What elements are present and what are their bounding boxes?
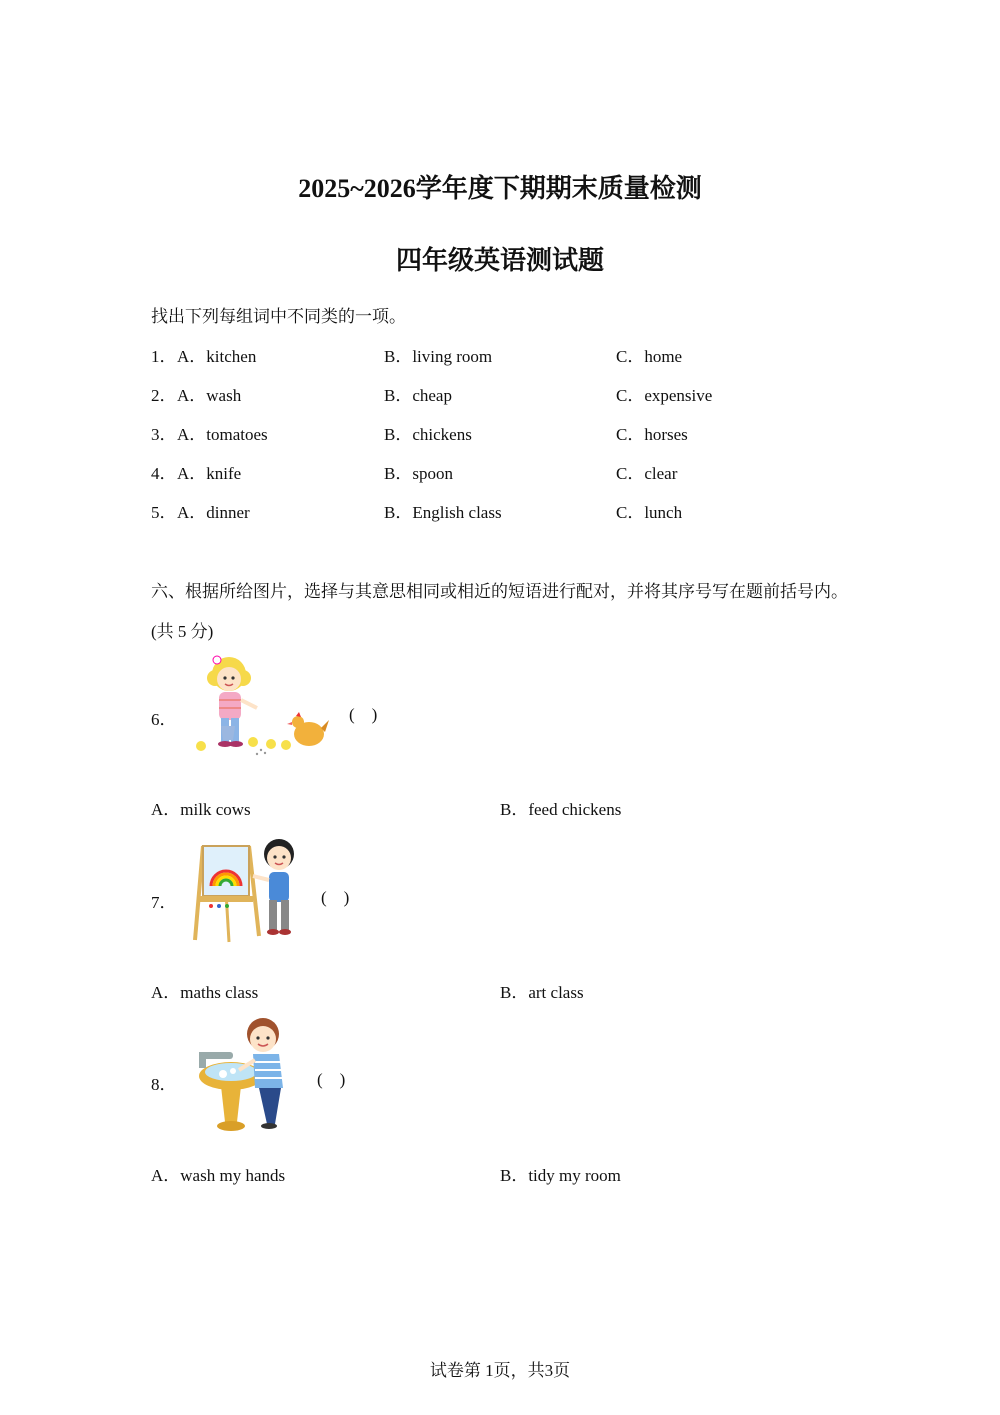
question-number: 7． [151, 893, 177, 912]
option-c: C．expensive [616, 386, 713, 405]
exam-subtitle: 四年级英语测试题 [395, 246, 604, 275]
option-a: A．milk cows [151, 800, 251, 819]
girl-feeding-chickens-picture [191, 652, 331, 765]
option-c: C．clear [616, 464, 678, 483]
option-a: A．knife [177, 464, 242, 483]
option-c: C．home [616, 347, 683, 366]
section-5-instruction: 找出下列每组词中不同类的一项。 [151, 307, 406, 326]
question-number: 6． [151, 710, 177, 729]
question-number: 5． [151, 503, 177, 522]
answer-bracket[interactable]: ( ) [317, 1070, 346, 1089]
question-number: 3． [151, 425, 177, 444]
picture-question-8 [151, 1014, 851, 1136]
question-number: 4． [151, 464, 177, 483]
page-footer: 试卷第 1页，共3页 [429, 1361, 571, 1380]
question-row [151, 420, 851, 444]
question-row [151, 342, 851, 366]
option-a: A．tomatoes [177, 425, 268, 444]
question-row [151, 498, 851, 522]
question-number: 1． [151, 347, 177, 366]
option-a: A．wash my hands [151, 1166, 286, 1185]
option-b: B．English class [384, 503, 502, 522]
option-b: B．cheap [384, 386, 452, 405]
question-row [151, 381, 851, 405]
option-b: B．feed chickens [500, 800, 622, 819]
option-a: A．kitchen [177, 347, 257, 366]
exam-title: 2025~2026学年度下期期末质量检测 [298, 174, 702, 203]
option-b: B．tidy my room [500, 1166, 621, 1185]
option-b: B．spoon [384, 464, 453, 483]
boy-painting-rainbow-picture [191, 832, 306, 949]
picture-question-6 [151, 652, 851, 762]
question-number: 2． [151, 386, 177, 405]
section-6-instruction: 六、根据所给图片，选择与其意思相同或相近的短语进行配对，并将其序号写在题前括号内。(共 5 分) [151, 582, 848, 641]
option-a: A．maths class [151, 983, 259, 1002]
option-b: B．art class [500, 983, 584, 1002]
question-number: 8． [151, 1075, 177, 1094]
question-row [151, 459, 851, 483]
option-c: C．horses [616, 425, 688, 444]
picture-question-7 [151, 832, 851, 944]
option-a: A．dinner [177, 503, 250, 522]
option-b: B．chickens [384, 425, 472, 444]
answer-bracket[interactable]: ( ) [321, 888, 350, 907]
option-a: A．wash [177, 386, 242, 405]
option-c: C．lunch [616, 503, 683, 522]
boy-washing-hands-picture [195, 1014, 305, 1141]
option-b: B．living room [384, 347, 493, 366]
answer-bracket[interactable]: ( ) [349, 705, 378, 724]
